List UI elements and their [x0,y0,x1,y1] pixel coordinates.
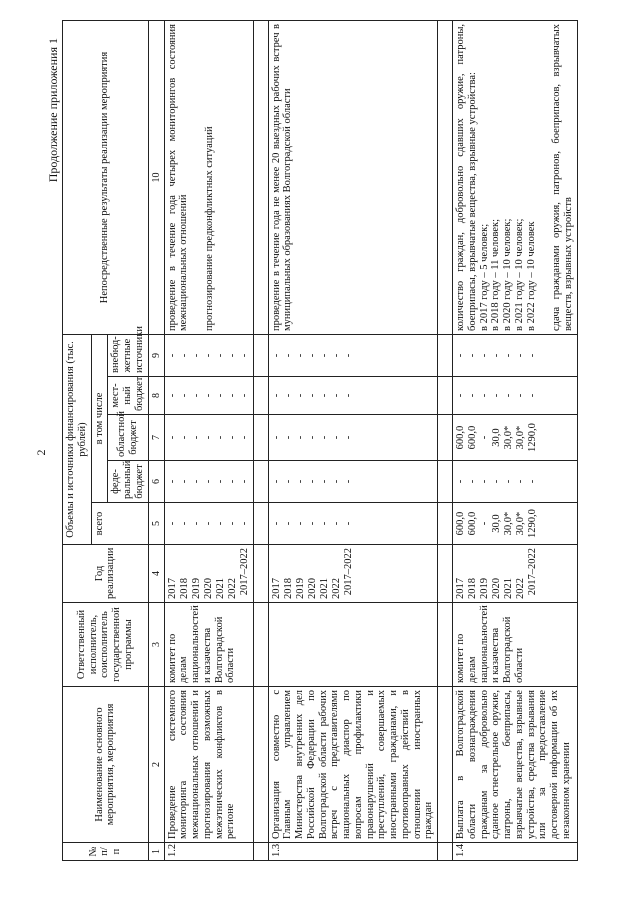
header-including: в том числе [91,335,108,503]
column-number: 5 [148,503,164,545]
regional-funding-value: - [479,435,491,440]
federal-funding-value: - [318,479,330,484]
total-funding-value: - [479,521,491,526]
extra-funding-list [453,335,578,377]
extra-funding-value: - [479,353,491,358]
column-number: 2 [148,687,164,843]
spacer-cell [438,335,453,377]
year-value: 2022 [330,578,342,599]
federal-funding-value: - [238,479,250,484]
local-funding-value: - [178,393,190,398]
header-federal: феде-ральный бюджет [108,461,148,503]
local-funding-value: - [166,393,178,398]
federal-funding-list [164,461,253,503]
federal-funding-value: - [503,479,515,484]
year-value: 2019 [190,578,202,599]
year-value: 2017–2022 [238,548,250,596]
federal-funding-value: - [282,479,294,484]
federal-funding-value: - [166,479,178,484]
total-funding-value: - [306,521,318,526]
regional-funding-value: 30,0* [515,425,527,450]
extra-funding-value: - [294,353,306,358]
header-funding: Объемы и источники финансирования (тыс. рублей) [63,335,92,545]
total-funding-value: - [190,521,202,526]
executor [268,603,438,687]
result-text: количество граждан, добровольно сдавших оружие, патроны, боеприпасы, взрывчатые вещества, взрывные устройства: [455,24,478,331]
row-spacer [438,21,453,861]
total-funding-value: - [270,521,282,526]
column-number: 6 [148,461,164,503]
year-list [453,545,578,603]
extra-funding-value: - [491,353,503,358]
local-funding-value: - [190,393,202,398]
program-table [62,20,578,861]
extra-funding-list [164,335,253,377]
total-funding-value: - [166,521,178,526]
result-text: в 2022 году – 10 человек [525,221,537,331]
local-funding-value: - [503,393,515,398]
spacer-cell [438,687,453,843]
extra-funding-list [268,335,438,377]
table-row [268,21,438,861]
regional-funding-value: 30,0* [503,425,515,450]
year-value: 2018 [178,578,190,599]
header-local: мест-ный бюджет [108,377,148,415]
extra-funding-value: - [226,353,238,358]
spacer-cell [253,415,268,461]
extra-funding-value: - [282,353,294,358]
year-value: 2022 [226,578,238,599]
regional-funding-value: - [166,435,178,440]
regional-funding-list [268,415,438,461]
extra-funding-value: - [238,353,250,358]
activity-name: Проведение системного мониторинга состояния межнациональных отношений и прогнозирования возможных межэтнических конфликтов в регионе [164,687,253,843]
total-funding-list [268,503,438,545]
total-funding-value: - [282,521,294,526]
federal-funding-value: - [515,479,527,484]
executor: комитет по делам национальностей и казачества Волгоградской области [453,603,578,687]
regional-funding-value: - [190,435,202,440]
federal-funding-value: - [214,479,226,484]
spacer-cell [253,21,268,335]
result-text: в 2018 году – 11 человек; [490,218,502,331]
regional-funding-value: - [318,435,330,440]
year-value: 2019 [479,578,491,599]
federal-funding-value: - [527,479,539,484]
spacer-cell [438,377,453,415]
header-results: Непосредственные результаты реализации мероприятия [63,21,149,335]
total-funding-list [164,503,253,545]
federal-funding-value: - [479,479,491,484]
local-funding-value: - [527,393,539,398]
table-row [164,21,253,861]
federal-funding-value: - [294,479,306,484]
spacer-cell [438,21,453,335]
row-number: 1.2. [164,843,253,861]
extra-funding-value: - [318,353,330,358]
regional-funding-value: 600,0 [455,425,467,450]
year-value: 2021 [318,578,330,599]
header-regional: областной бюджет [108,415,148,461]
year-value: 2017 [270,578,282,599]
local-funding-value: - [455,393,467,398]
column-number: 10 [148,21,164,335]
total-funding-value: 1290,0 [527,509,539,538]
spacer-cell [253,461,268,503]
spacer-cell [253,687,268,843]
regional-funding-value: - [202,435,214,440]
spacer-cell [438,843,453,861]
year-value: 2017 [455,578,467,599]
extra-funding-value: - [202,353,214,358]
extra-funding-value: - [503,353,515,358]
total-funding-value: 600,0 [455,511,467,536]
year-value: 2018 [467,578,479,599]
extra-funding-value: - [455,353,467,358]
local-funding-value: - [515,393,527,398]
column-number: 8 [148,377,164,415]
column-number: 7 [148,415,164,461]
spacer-cell [438,415,453,461]
regional-funding-value: - [294,435,306,440]
federal-funding-value: - [467,479,479,484]
results [268,21,438,335]
local-funding-list [268,377,438,415]
local-funding-value: - [226,393,238,398]
result-text: в 2020 году – 10 человек; [502,218,514,331]
result-text: в 2021 году – 10 человек; [513,218,525,331]
federal-funding-value: - [342,479,354,484]
regional-funding-value: - [238,435,250,440]
header-name: Наименование основного мероприятия, мероприятия [63,687,149,843]
local-funding-value: - [202,393,214,398]
spacer-cell [253,503,268,545]
result-text: сдача гражданами оружия, патронов, боеприпасов, взрывчатых веществ, взрывных устройств [551,24,575,331]
year-list [268,545,438,603]
total-funding-value: - [238,521,250,526]
column-number: 1 [148,843,164,861]
year-value: 2017 [166,578,178,599]
regional-funding-list [453,415,578,461]
column-number: 4 [148,545,164,603]
total-funding-value: 30,0* [515,511,527,536]
year-value: 2018 [282,578,294,599]
header-total: всего [91,503,148,545]
local-funding-value: - [330,393,342,398]
local-funding-value: - [306,393,318,398]
extra-funding-value: - [166,353,178,358]
spacer-cell [438,545,453,603]
extra-funding-value: - [214,353,226,358]
results [164,21,253,335]
local-funding-value: - [467,393,479,398]
year-value: 2020 [202,578,214,599]
regional-funding-value: 1290,0 [527,423,539,452]
total-funding-value: - [342,521,354,526]
total-funding-value: - [178,521,190,526]
table-row [453,21,578,861]
regional-funding-list [164,415,253,461]
extra-funding-value: - [306,353,318,358]
row-number: 1.4. [453,843,578,861]
header-executor: Ответственный исполнитель, соисполнитель государственной программы [63,603,149,687]
header-num: № п/п [63,843,149,861]
header-extra: внебюд-жетные источники [108,335,148,377]
extra-funding-value: - [330,353,342,358]
spacer-cell [253,545,268,603]
spacer-cell [438,503,453,545]
federal-funding-value: - [178,479,190,484]
spacer-cell [438,603,453,687]
regional-funding-value: - [270,435,282,440]
total-funding-value: - [226,521,238,526]
extra-funding-value: - [515,353,527,358]
page-number: 2 [34,449,48,456]
activity-name: Выплата в Волгоградской области вознаграждения гражданам за добровольно сданное огнестрельное оружие, патроны, боеприпасы, взрывчатые вещества, взрывные устройства, средства взрывания или за предоставление достоверной информации об их незаконном хранении [453,687,578,843]
local-funding-list [453,377,578,415]
extra-funding-value: - [527,353,539,358]
federal-funding-value: - [270,479,282,484]
local-funding-value: - [318,393,330,398]
regional-funding-value: - [306,435,318,440]
spacer-cell [253,603,268,687]
year-list [164,545,253,603]
result-text: проведение в течение года не менее 20 выездных рабочих встреч в муниципальных образованиях Волгоградской области [270,24,294,331]
local-funding-value: - [238,393,250,398]
local-funding-list [164,377,253,415]
federal-funding-value: - [455,479,467,484]
total-funding-value: - [294,521,306,526]
year-value: 2017–2022 [527,548,539,596]
result-text: прогнозирование предконфликтных ситуаций [204,126,216,331]
results [453,21,578,335]
federal-funding-value: - [306,479,318,484]
federal-funding-value: - [226,479,238,484]
federal-funding-value: - [491,479,503,484]
federal-funding-list [453,461,578,503]
local-funding-value: - [491,393,503,398]
result-text: проведение в течение года четырех мониторингов состояния межнациональных отношений [166,24,190,331]
extra-funding-value: - [190,353,202,358]
local-funding-value: - [214,393,226,398]
local-funding-value: - [342,393,354,398]
federal-funding-value: - [202,479,214,484]
column-number: 9 [148,335,164,377]
regional-funding-value: - [214,435,226,440]
local-funding-value: - [479,393,491,398]
total-funding-value: 600,0 [467,511,479,536]
local-funding-value: - [282,393,294,398]
total-funding-value: - [202,521,214,526]
spacer-cell [253,377,268,415]
extra-funding-value: - [342,353,354,358]
total-funding-value: - [318,521,330,526]
regional-funding-value: - [178,435,190,440]
federal-funding-value: - [190,479,202,484]
continuation-label: Продолжение приложения 1 [46,38,60,183]
federal-funding-value: - [330,479,342,484]
year-value: 2020 [306,578,318,599]
row-spacer [253,21,268,861]
local-funding-value: - [270,393,282,398]
total-funding-value: - [330,521,342,526]
regional-funding-value: 30,0 [491,428,503,447]
total-funding-value: 30,0 [491,514,503,533]
executor: комитет по делам национальностей и казачества Волгоградской области [164,603,253,687]
header-year: Год реализации [63,545,149,603]
year-value: 2021 [214,578,226,599]
column-number: 3 [148,603,164,687]
row-number: 1.3. [268,843,438,861]
result-text: в 2017 году – 5 человек; [478,223,490,331]
spacer-cell [253,843,268,861]
extra-funding-value: - [178,353,190,358]
regional-funding-value: - [342,435,354,440]
regional-funding-value: - [226,435,238,440]
year-value: 2022 [515,578,527,599]
extra-funding-value: - [467,353,479,358]
regional-funding-value: - [282,435,294,440]
year-value: 2021 [503,578,515,599]
spacer-cell [253,335,268,377]
total-funding-value: - [214,521,226,526]
federal-funding-list [268,461,438,503]
total-funding-value: 30,0* [503,511,515,536]
year-value: 2019 [294,578,306,599]
regional-funding-value: - [330,435,342,440]
regional-funding-value: 600,0 [467,425,479,450]
year-value: 2020 [491,578,503,599]
spacer-cell [438,461,453,503]
local-funding-value: - [294,393,306,398]
extra-funding-value: - [270,353,282,358]
total-funding-list [453,503,578,545]
activity-name: Организация совместно с Главным управлением Министерства внутренних дел Российской Федерации по Волгоградской области рабочих встреч с представителями национальных диаспор по вопросам профилактики правонарушений и преступлений, совершаемых иностранными гражданами, и противоправных действий в отношении иностранных граждан [268,687,438,843]
year-value: 2017–2022 [342,548,354,596]
